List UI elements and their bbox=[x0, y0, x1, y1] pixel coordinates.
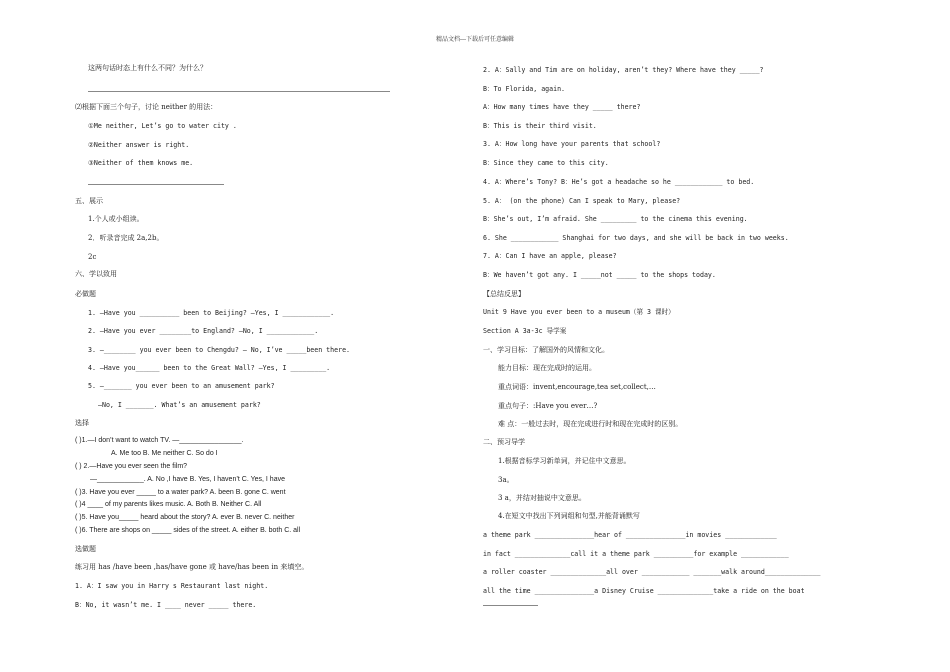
goal-item: 难 点：一般过去时，现在完成进行时和现在完成时的区别。 bbox=[498, 420, 683, 428]
exercise-line: B：She’s out, I’m afraid. She _________ to the cinema this evening. bbox=[483, 215, 748, 223]
preview-heading: 二、预习导学 bbox=[483, 438, 525, 446]
exercise-line: 4. A：Where’s Tony? B：He’s got a headache so he ____________ to bed. bbox=[483, 178, 755, 186]
section-title: Section A 3a-3c 导学案 bbox=[483, 327, 567, 335]
choice-item: ( )6. There are shops on _____ sides of the street. A. either B. both C. all bbox=[75, 527, 301, 534]
exercise-line: 6. She ____________ Shanghai for two days, and she will be back in two weeks. bbox=[483, 234, 789, 242]
optional-heading: 选做题 bbox=[75, 545, 96, 553]
required-item: 1. —Have you __________ been to Beijing? —Yes, I ____________. bbox=[88, 309, 335, 317]
show-item: 2．听录音完成 2a,2b。 bbox=[88, 234, 164, 242]
answer-line bbox=[88, 184, 224, 185]
choice-item: ( )4 ____ of my parents likes music. A. Both B. Neither C. All bbox=[75, 501, 262, 508]
goal-item: 重点词语：invent,encourage,tea set,collect,… bbox=[498, 383, 656, 391]
question-tense: 这两句话时态上有什么不同？为什么？ bbox=[88, 64, 207, 72]
neither-heading: ⑵根据下面三个句子，讨论 neither 的用法： bbox=[75, 103, 218, 111]
optional-item: 1. A：I saw you in Harry s Restaurant last night. bbox=[75, 582, 269, 590]
exercise-line: B：We haven’t got any. I _____not _____ to the shops today. bbox=[483, 271, 716, 279]
choice-item: ( ) 2.—Have you ever seen the film? bbox=[75, 463, 188, 470]
neither-item: ①Me neither, Let’s go to water city . bbox=[88, 122, 237, 130]
required-item: 4. —Have you______ been to the Great Wall? —Yes, I _________. bbox=[88, 364, 331, 372]
answer-line bbox=[483, 605, 538, 606]
required-heading: 必做题 bbox=[75, 290, 96, 298]
exercise-line: B：To Florida, again. bbox=[483, 85, 566, 93]
phrase-line: a theme park _______________hear of _______________in movies _____________ bbox=[483, 531, 777, 539]
preview-item: 3a。 bbox=[498, 476, 514, 484]
exercise-line: 7. A：Can I have an apple, please? bbox=[483, 252, 617, 260]
goal-item: 能力目标：现在完成时的运用。 bbox=[498, 364, 596, 372]
show-heading: 五、展示 bbox=[75, 197, 103, 205]
neither-item: ③Neither of them knows me. bbox=[88, 159, 194, 167]
exercise-line: 5. A： (on the phone) Can I speak to Mary, please? bbox=[483, 197, 681, 205]
required-item: 3. —________ you ever been to Chengdu? — No, I’ve _____been there. bbox=[88, 346, 351, 354]
phrase-line: all the time _______________a Disney Cruise ______________take a ride on the boat bbox=[483, 587, 805, 595]
choice-heading: 选择 bbox=[75, 419, 89, 427]
phrase-line: a roller coaster ______________all over ____________ _______walk around______________ bbox=[483, 568, 821, 576]
goal-item: 重点句子：:Have you ever…? bbox=[498, 402, 598, 410]
neither-item: ②Neither answer is right. bbox=[88, 141, 190, 149]
preview-item: 4.在短文中找出下列词组和句型,并能背诵默写 bbox=[498, 512, 640, 520]
preview-item: 3 a，并结对抽说中文意思。 bbox=[498, 494, 586, 502]
exercise-line: A：How many times have they _____ there? bbox=[483, 103, 641, 111]
show-item: 2c bbox=[88, 253, 97, 261]
optional-instruction: 练习用 has /have been ,has/have gone 或 have/has been in 来填空。 bbox=[75, 563, 309, 571]
answer-line bbox=[88, 91, 390, 92]
required-item: 5. —_______ you ever been to an amusement park? bbox=[88, 382, 275, 390]
goals-heading: 一、学习目标：了解国外的风情和文化。 bbox=[483, 346, 609, 354]
choice-item: ( )3. Have you ever _____ to a water park? A. been B. gone C. went bbox=[75, 489, 286, 496]
preview-item: 1.根据音标学习新单词，并记住中文意思。 bbox=[498, 457, 631, 465]
exercise-line: 2. A：Sally and Tim are on holiday, aren’t they? Where have they _____? bbox=[483, 66, 764, 74]
required-item: —No, I _______. What’s an amusement park? bbox=[98, 401, 261, 409]
choice-options: A. Me too B. Me neither C. So do I bbox=[111, 450, 218, 457]
required-item: 2. —Have you ever ________to England? —No, I ____________. bbox=[88, 327, 319, 335]
exercise-line: B：Since they came to this city. bbox=[483, 159, 609, 167]
choice-item: ( )1.—I don’t want to watch TV. —________________. bbox=[75, 437, 244, 444]
show-item: 1.个人或小组读。 bbox=[88, 215, 144, 223]
summary-heading: 【总结反思】 bbox=[483, 290, 525, 298]
phrase-line: in fact ______________call it a theme park __________for example ____________ bbox=[483, 550, 789, 558]
choice-options: —____________. A. No ,I have B. Yes, I haven’t C. Yes, I have bbox=[90, 476, 285, 483]
apply-heading: 六、学以致用 bbox=[75, 270, 117, 278]
choice-item: ( )5. Have you_____ heard about the story? A. ever B. never C. neither bbox=[75, 514, 295, 521]
unit-title: Unit 9 Have you ever been to a museum（第 3 课时） bbox=[483, 308, 675, 316]
exercise-line: 3. A：How long have your parents that school? bbox=[483, 140, 661, 148]
optional-item: B：No, it wasn’t me. I ____ never _____ there. bbox=[75, 601, 257, 609]
document-header: 精品文档---下载后可任意编辑 bbox=[435, 36, 515, 43]
exercise-line: B：This is their third visit. bbox=[483, 122, 597, 130]
